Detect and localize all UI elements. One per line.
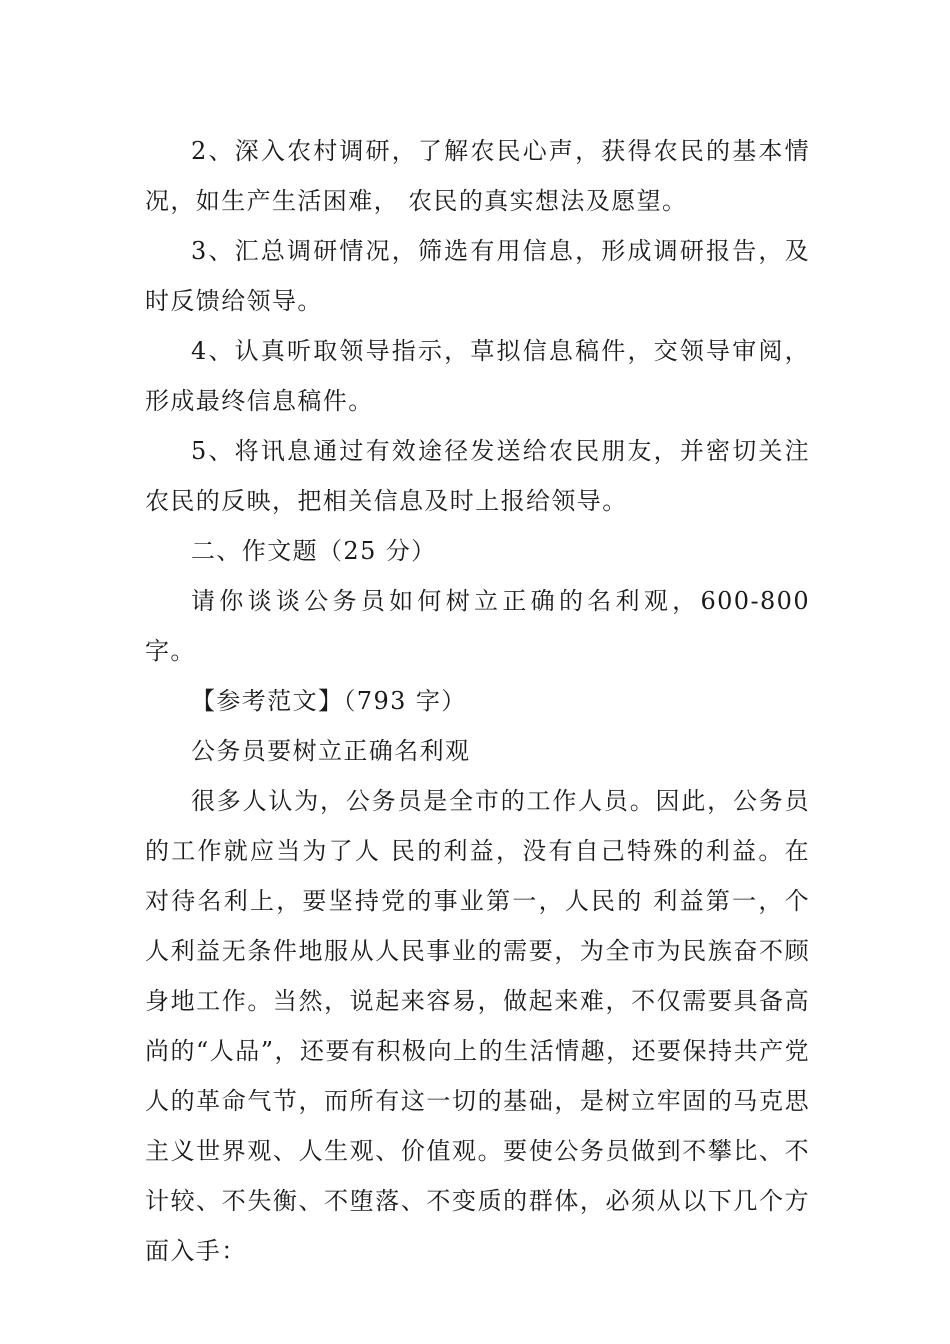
reference-essay-label: 【参考范文】（793 字） [191,687,467,715]
document-body [145,126,810,1276]
paragraph-step-4: 4、认真听取领导指示，草拟信息稿件，交领导审阅，形成最终信息稿件。 [145,337,810,415]
paragraph-step-2: 2、深入农村调研，了解农民心声，获得农民的基本情况，如生产生活困难， 农民的真实想法及愿望。 [145,137,810,215]
essay-title: 公务员要树立正确名利观 [191,737,471,765]
essay-body-paragraph: 很多人认为，公务员是全市的工作人员。因此，公务员的工作就应当为了人 民的利益，没有自己特殊的利益。在对待名利上，要坚持党的事业第一，人民的 利益第一，个人利益无条件地服从人民事业的需要，为全市为民族奋不顾身地工作。当然，说起来容易，做起来难，不仅需要具备高尚的“人品”，还要有积极向上的生活情趣，还要保持共产党人的革命气节，而所有这一切的基础，是树立牢固的马克思主义世界观、人生观、价值观。要使公务员做到不攀比、不计较、不失衡、不堕落、不变质的群体，必须从以下几个方面入手： [145,787,810,1265]
paragraph-step-3: 3、汇总调研情况，筛选有用信息，形成调研报告，及时反馈给领导。 [145,237,810,315]
section-heading-essay: 二、作文题（25 分） [191,537,437,565]
paragraph-step-5: 5、将讯息通过有效途径发送给农民朋友，并密切关注农民的反映，把相关信息及时上报给领导。 [145,437,810,515]
essay-prompt: 请你谈谈公务员如何树立正确的名利观，600-800 字。 [145,587,810,665]
